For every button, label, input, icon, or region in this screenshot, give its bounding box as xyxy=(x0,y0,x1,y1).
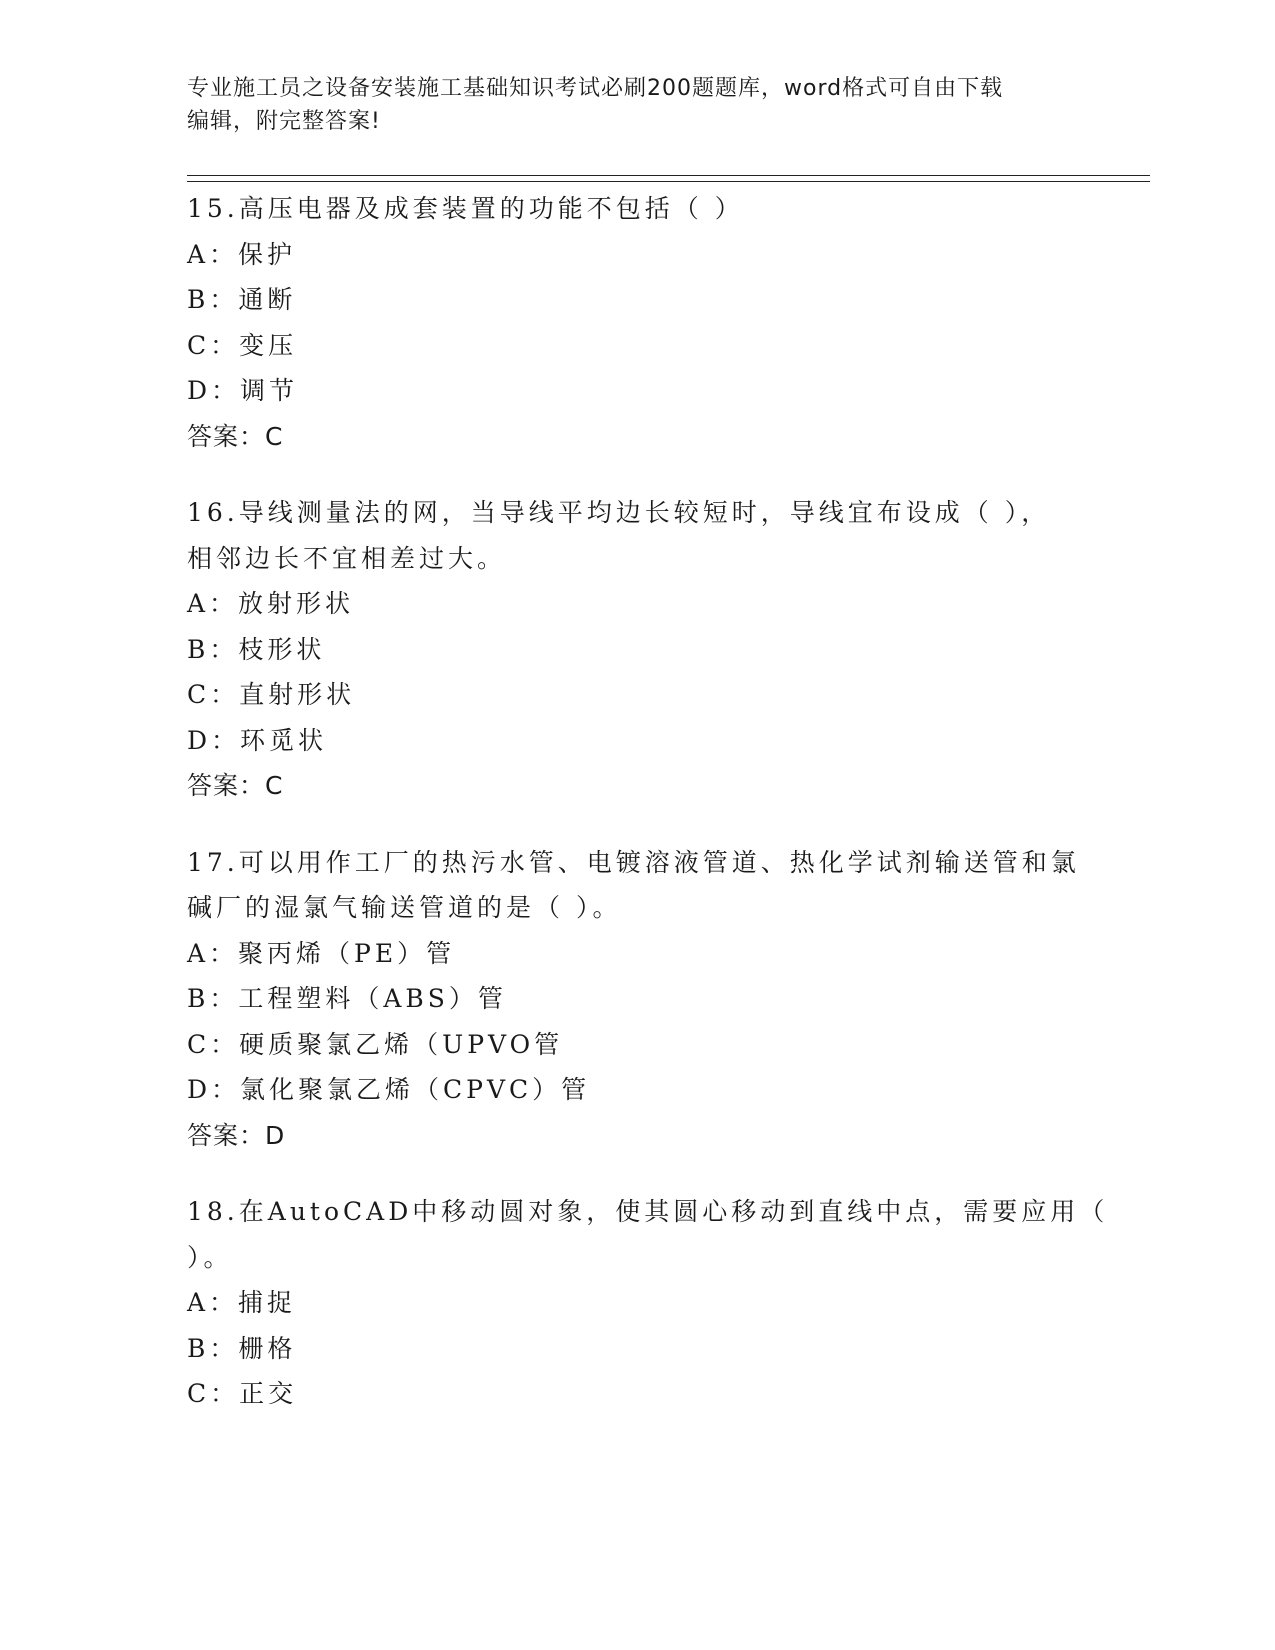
stem-line: 16.导线测量法的网，当导线平均边长较短时，导线宜布设成（ ）， xyxy=(187,498,1051,527)
answer-line: 答案：C xyxy=(187,421,284,451)
document-header xyxy=(187,72,1067,138)
option-a: A：保护 xyxy=(187,239,297,269)
header-line-1: 专业施工员之设备安装施工基础知识考试必刷200题题库，word格式可自由下载 xyxy=(187,76,1004,101)
option-b: B：通断 xyxy=(187,285,297,314)
option-c: C：变压 xyxy=(187,330,298,360)
stem-line: 碱厂的湿氯气输送管道的是（ ）。 xyxy=(187,893,622,922)
stem-line: 相邻边长不宜相差过大。 xyxy=(187,543,507,573)
header-divider-bottom xyxy=(187,181,1150,182)
question-stem xyxy=(187,186,1087,232)
option-a: A：捕捉 xyxy=(187,1288,297,1317)
option-d: D：氯化聚氯乙烯（CPVC）管 xyxy=(187,1075,591,1104)
option-d: D：环觅状 xyxy=(187,725,328,755)
answer-line: 答案：C xyxy=(187,771,284,800)
stem-line: 17.可以用作工厂的热污水管、电镀溶液管道、热化学试剂输送管和氯 xyxy=(187,847,1080,877)
option-a: A：聚丙烯（PE）管 xyxy=(187,938,456,968)
question-18 xyxy=(187,1189,1109,1417)
option-c: C：硬质聚氯乙烯（UPVO管 xyxy=(187,1029,564,1059)
question-stem xyxy=(187,1189,1109,1280)
option-c: C：直射形状 xyxy=(187,680,356,709)
header-divider-top xyxy=(187,175,1150,176)
question-17 xyxy=(187,840,1087,1159)
answer-line: 答案：D xyxy=(187,1120,286,1150)
header-line-2: 编辑，附完整答案! xyxy=(187,109,381,134)
option-b: B：工程塑料（ABS）管 xyxy=(187,984,507,1013)
option-a: A：放射形状 xyxy=(187,589,355,618)
option-d: D：调节 xyxy=(187,376,299,405)
question-list xyxy=(187,186,1109,1448)
option-b: B：栅格 xyxy=(187,1333,297,1363)
question-15 xyxy=(187,186,1087,459)
question-16 xyxy=(187,490,1087,809)
question-stem xyxy=(187,840,1087,931)
option-b: B：枝形状 xyxy=(187,634,326,664)
stem-line: 18.在AutoCAD中移动圆对象，使其圆心移动到直线中点，需要应用（ xyxy=(187,1197,1109,1226)
question-stem xyxy=(187,490,1087,581)
stem-line: 15.高压电器及成套装置的功能不包括（ ） xyxy=(187,194,744,223)
option-c: C：正交 xyxy=(187,1379,298,1408)
stem-line: ）。 xyxy=(187,1242,233,1272)
